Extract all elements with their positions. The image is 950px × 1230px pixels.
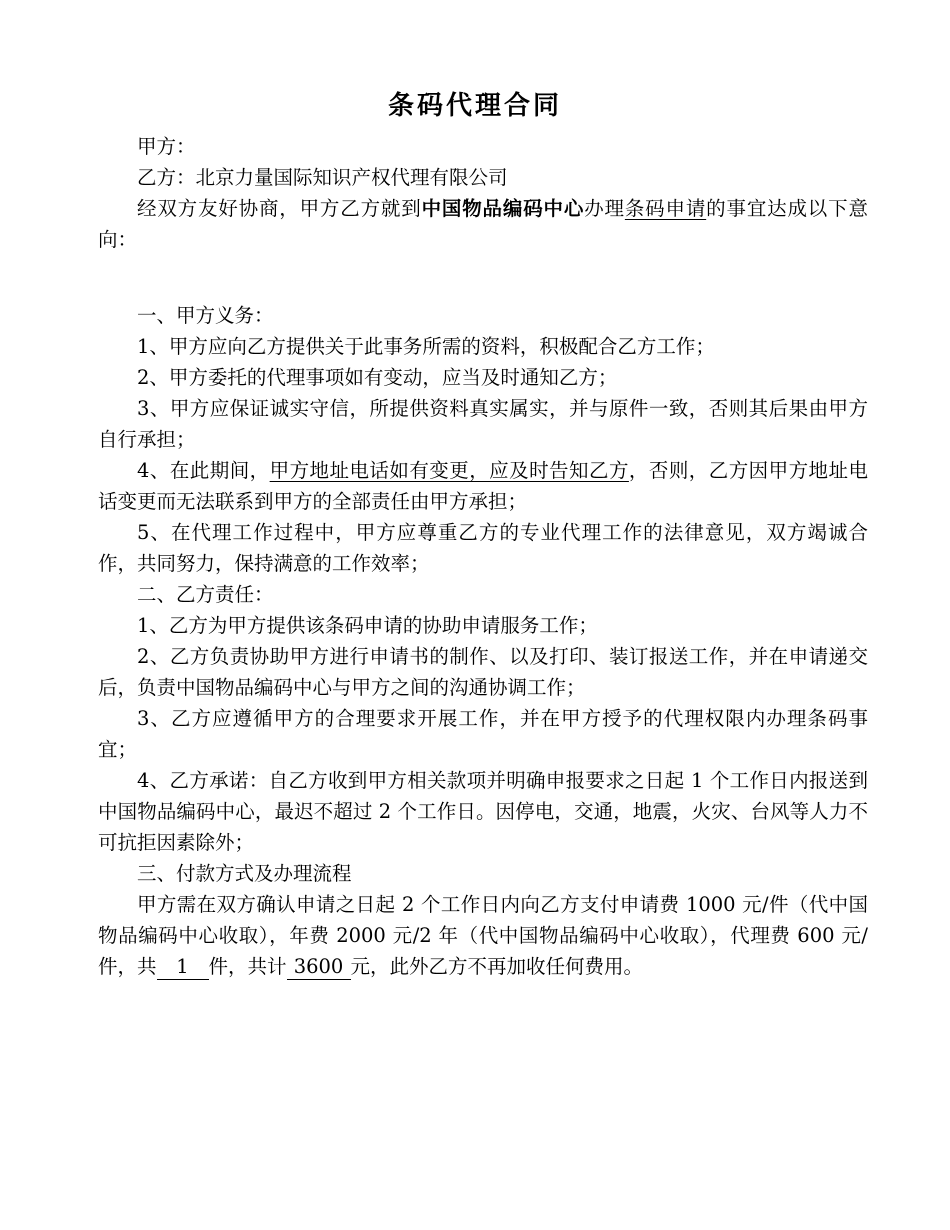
intro-text-before: 经双方友好协商，甲方乙方就到 xyxy=(137,197,422,220)
intro-paragraph xyxy=(98,193,868,255)
section2-item1: 1、乙方为甲方提供该条码申请的协助申请服务工作； xyxy=(137,614,598,637)
document-title: 条码代理合同 xyxy=(387,91,562,121)
intro-text-middle: 办理 xyxy=(584,197,625,220)
section1-item5: 5、在代理工作过程中，甲方应尊重乙方的专业代理工作的法律意见，双方竭诚合作，共同努力，保持满意的工作效率； xyxy=(98,521,868,575)
blank-line xyxy=(98,255,868,300)
payment-text-before: 甲方需在双方确认申请之日起 2 个工作日内向乙方支付申请费 1000 元/件（代中国物品编码中心收取），年费 2000 元/2 年（代中国物品编码中心收取），代理费 600 元/件，共 xyxy=(98,893,868,978)
payment-text-middle: 件，共计 xyxy=(208,955,287,978)
section1-item4-after: ，否则，乙方因甲方地址电话变更而无法联系到甲方的全部责任由甲方承担； xyxy=(98,459,868,513)
payment-text-after: 元，此外乙方不再加收任何费用。 xyxy=(350,955,644,978)
document-body xyxy=(98,131,868,982)
section1-heading: 一、甲方义务： xyxy=(137,304,274,327)
intro-subject: 条码申请 xyxy=(624,197,707,220)
intro-organization: 中国物品编码中心 xyxy=(421,197,585,220)
section2-item4: 4、乙方承诺：自乙方收到甲方相关款项并明确申报要求之日起 1 个工作日内报送到中国物品编码中心，最迟不超过 2 个工作日。因停电，交通，地震，火灾、台风等人力不可抗拒因素除外； xyxy=(98,769,868,854)
party-b-line: 乙方：北京力量国际知识产权代理有限公司 xyxy=(137,166,508,189)
section1-item4-underlined: 甲方地址电话如有变更，应及时告知乙方 xyxy=(269,459,629,482)
section1-item4 xyxy=(98,455,868,517)
section1-item2: 2、甲方委托的代理事项如有变动，应当及时通知乙方； xyxy=(137,366,618,389)
section3-paragraph xyxy=(98,889,868,982)
section1-item4-before: 4、在此期间， xyxy=(137,459,270,482)
section3-heading: 三、付款方式及办理流程 xyxy=(137,862,352,885)
total-amount-field: 3600 xyxy=(287,955,351,980)
party-a-line: 甲方： xyxy=(137,135,196,158)
section2-item3: 3、乙方应遵循甲方的合理要求开展工作，并在甲方授予的代理权限内办理条码事宜； xyxy=(98,707,868,761)
intro-text-after: 的事宜达成以下意向： xyxy=(98,197,868,251)
section1-item1: 1、甲方应向乙方提供关于此事务所需的资料，积极配合乙方工作； xyxy=(137,335,715,358)
item-count-field: 1 xyxy=(157,955,209,980)
section2-item2: 2、乙方负责协助甲方进行申请书的制作、以及打印、装订报送工作，并在申请递交后，负责中国物品编码中心与甲方之间的沟通协调工作； xyxy=(98,645,868,699)
section2-heading: 二、乙方责任： xyxy=(137,583,274,606)
section1-item3: 3、甲方应保证诚实守信，所提供资料真实属实，并与原件一致，否则其后果由甲方自行承担； xyxy=(98,397,868,451)
